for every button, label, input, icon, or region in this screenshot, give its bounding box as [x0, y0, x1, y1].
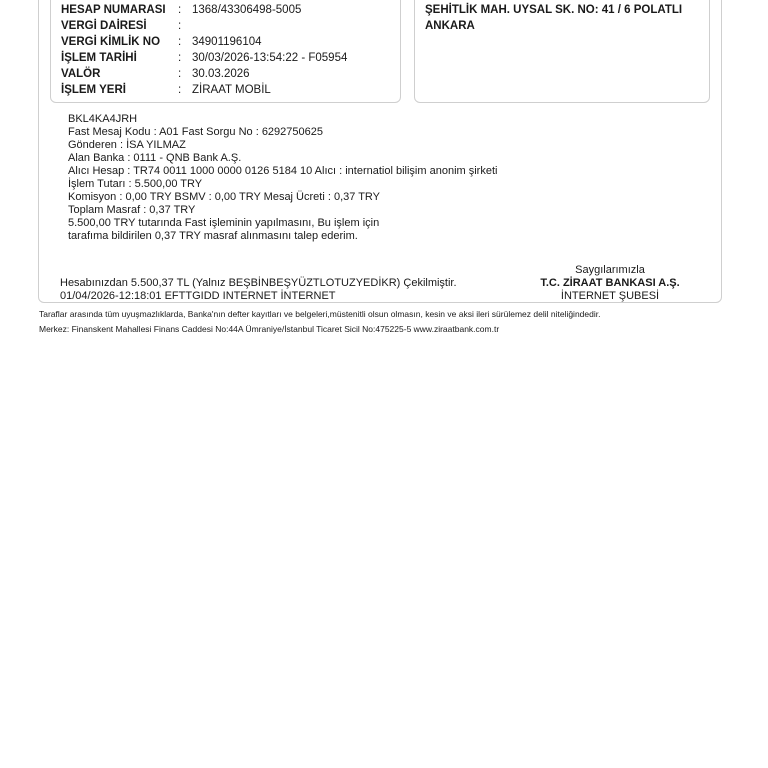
transaction-line: Gönderen : İSA YILMAZ — [68, 139, 186, 151]
signature-block — [530, 264, 690, 303]
footer-disclaimer: Taraflar arasında tüm uyuşmazlıklarda, Banka'nın defter kayıtları ve belgeleri,müstenitli olsun olmasın, kesin ve aksi ileri sürülemez delil niteliğindedir. — [39, 309, 601, 319]
field-colon: : — [178, 84, 182, 96]
field-colon: : — [178, 4, 182, 16]
transaction-line: 5.500,00 TRY tutarında Fast işleminin yapılmasını, Bu işlem için — [68, 217, 380, 229]
transaction-line: Alıcı Hesap : TR74 0011 1000 0000 0126 5184 10 Alıcı : internatiol bilişim anonim şirketi — [68, 165, 498, 177]
withdrawal-amount-line: Hesabınızdan 5.500,37 TL (Yalnız BEŞBİNBEŞYÜZTLOTUZYEDİKR) Çekilmiştir. — [60, 277, 457, 289]
withdrawal-timestamp-line: 01/04/2026-12:18:01 EFTTGIDD INTERNET İNTERNET — [60, 290, 336, 302]
field-value: 30.03.2026 — [192, 68, 250, 80]
field-colon: : — [178, 36, 182, 48]
transaction-line: İşlem Tutarı : 5.500,00 TRY — [68, 178, 203, 190]
signature-bank-name: T.C. ZİRAAT BANKASI A.Ş. — [540, 277, 680, 289]
withdrawal-notice — [60, 277, 457, 303]
field-value: 1368/43306498-5005 — [192, 4, 302, 16]
transaction-line: Komisyon : 0,00 TRY BSMV : 0,00 TRY Mesaj Ücreti : 0,37 TRY — [68, 191, 381, 203]
field-label: İŞLEM YERİ — [61, 84, 126, 96]
address-line-1: ŞEHİTLİK MAH. UYSAL SK. NO: 41 / 6 POLATLI — [425, 4, 683, 16]
field-value: 30/03/2026-13:54:22 - F05954 — [192, 52, 348, 64]
field-colon: : — [178, 68, 182, 80]
field-label: VERGİ KİMLİK NO — [61, 36, 161, 48]
signature-greeting: Saygılarımızla — [575, 264, 645, 276]
field-label: VERGİ DAİRESİ — [61, 20, 147, 32]
transaction-details — [68, 113, 497, 243]
transaction-line: Fast Mesaj Kodu : A01 Fast Sorgu No : 6292750625 — [68, 126, 323, 138]
signature-branch: İNTERNET ŞUBESİ — [560, 290, 660, 302]
field-value: 34901196104 — [192, 36, 262, 48]
transaction-line: BKL4KA4JRH — [68, 113, 138, 125]
address-line-2: ANKARA — [425, 20, 475, 32]
transaction-line: Toplam Masraf : 0,37 TRY — [68, 204, 196, 216]
field-colon: : — [178, 20, 182, 32]
transaction-line: tarafıma bildirilen 0,37 TRY masraf alınmasını talep ederim. — [68, 230, 358, 242]
field-colon: : — [178, 52, 182, 64]
field-label: VALÖR — [61, 68, 101, 80]
transaction-line: Alan Banka : 0111 - QNB Bank A.Ş. — [68, 152, 242, 164]
field-label: HESAP NUMARASI — [61, 4, 166, 16]
footer-headquarters: Merkez: Finanskent Mahallesi Finans Caddesi No:44A Ümraniye/İstanbul Ticaret Sicil No:475225-5 www.ziraatbank.com.tr — [39, 324, 500, 334]
field-label: İŞLEM TARİHİ — [61, 52, 137, 64]
field-value: ZİRAAT MOBİL — [192, 84, 271, 96]
